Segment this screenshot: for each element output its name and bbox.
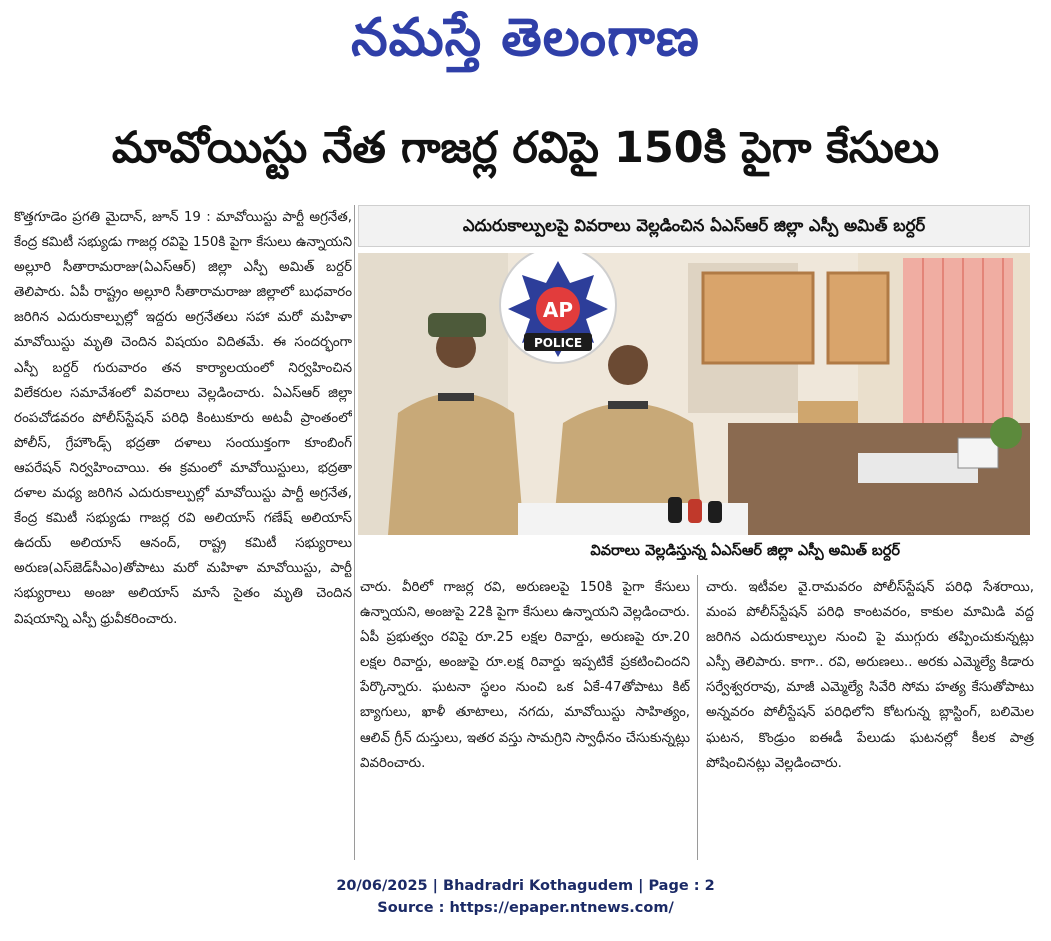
article-column-1: [14, 205, 352, 865]
headline: మావోయిస్టు నేత గాజర్ల రవిపై 150కి పైగా కేసులు: [111, 123, 940, 173]
press-conference-photo: [358, 253, 1030, 535]
article-column-3: [706, 575, 1034, 855]
footer-source-line: Source : https://epaper.ntnews.com/: [377, 900, 674, 916]
footer-date-line: 20/06/2025 | Bhadradri Kothagudem | Page : 2: [336, 878, 715, 894]
article-column-2: [360, 575, 690, 855]
emblem-word: POLICE: [533, 336, 583, 350]
photo-bottom-caption: వివరాలు వెల్లడిస్తున్న ఏఎస్ఆర్ జిల్లా ఎస్పీ అమిత్ బర్దర్: [590, 543, 900, 559]
article-text-col3: చారు. ఇటీవల వై.రామవరం పోలీస్‌స్టేషన్ పరిధి సేశరాయి, మంప పోలీస్‌స్టేషన్ పరిధి కాంటవరం, కాకుల మామిడి వద్ద జరిగిన ఎదురుకాల్పుల నుంచి పై ముగ్గురు తప్పించుకున్నట్లు ఎస్పీ తెలిపారు. కాగా.. రవి, అరుణలు.. అరకు ఎమ్మెల్యే కిడారు సర్వేశ్వరరావు, మాజీ ఎమ్మెల్యే సివేరి సోమ హత్య కేసుతోపాటు అన్నవరం పోలీస్టేషన్ పరిధిలోని కోటగున్న బ్లాస్టింగ్, బలిమెల ఘటన, కొండ్రుం ఐఈడీ పేలుడు ఘటనల్లో కీలక పాత్ర పోషించినట్లు వెల్లడించారు.: [706, 580, 1034, 771]
column-divider: [354, 205, 355, 860]
emblem-letters: AP: [542, 298, 574, 322]
photo-top-caption: ఎదురుకాల్పులపై వివరాలు వెల్లడించిన ఏఎస్ఆర్ జిల్లా ఎస్పీ అమిత్ బర్దర్: [358, 205, 1030, 247]
photo-illustration: [358, 253, 1030, 535]
article-text-col2: చారు. వీరిలో గాజర్ల రవి, అరుణలపై 150కి పైగా కేసులు ఉన్నాయని, అంజుపై 22కి పైగా కేసులు ఉన్నాయని వెల్లడించారు. ఏపీ ప్రభుత్వం రవిపై రూ.25 లక్షల రివార్డు, అరుణపై రూ.20 లక్షల రివార్డు, అంజుపై రూ.లక్ష రివార్డు ఇప్పటికే ప్రకటించిందని పేర్కొన్నారు. ఘటనా స్థలం నుంచి ఒక ఏకే-47తోపాటు కిట్ బ్యాగులు, ఖాళీ తూటాలు, నగదు, మావోయిస్టు సాహిత్యం, ఆలివ్ గ్రీన్ దుస్తులు, ఇతర వస్తు సామగ్రిని స్వాధీనం చేసుకున్నట్లు వివరించారు.: [360, 580, 690, 771]
column-divider: [697, 575, 698, 860]
article-text-col1: కొత్తగూడెం ప్రగతి మైదాన్, జూన్ 19 : మావోయిస్టు పార్టీ అగ్రనేత, కేంద్ర కమిటీ సభ్యుడు గాజర్ల రవిపై 150కి పైగా కేసులు ఉన్నాయని అల్లూరి సీతారామరాజు(ఏఎస్ఆర్) జిల్లా ఎస్పీ అమిత్ బర్దర్ తెలిపారు. ఏపీ రాష్ట్రం అల్లూరి సీతారామరాజు జిల్లాలో బుధవారం జరిగిన ఎదురుకాల్పుల్లో ఇద్దరు అగ్రనేతలు సహా మరో మహిళా మావోయిస్టు మృతి చెందిన విషయం విదితమే. ఈ సందర్భంగా ఎస్పీ బర్దర్ గురువారం తన కార్యాలయంలో నిర్వహించిన విలేకరుల సమావేశంలో వివరాలు వెల్లడించారు. ఏఎస్ఆర్ జిల్లా రంపచోడవరం పోలీస్‌స్టేషన్ పరిధి కింటుకూరు అటవీ ప్రాంతంలో పోలీస్, గ్రేహౌండ్స్ భద్రతా దళాలు సంయుక్తంగా కూంబింగ్ ఆపరేషన్ నిర్వహించాయి. ఈ క్రమంలో మావోయిస్టులు, భద్రతా దళాల మధ్య జరిగిన ఎదురుకాల్పుల్లో మావోయిస్టు పార్టీ అగ్రనేత, కేంద్ర కమిటీ సభ్యుడు గాజర్ల రవి అలియాస్ గణేష్ అలియాస్ ఉదయ్ అలియాస్ ఆనంద్, రాష్ట్ర కమిటీ సభ్యురాలు అరుణ(ఎస్‌జెడ్‌సీఎం)తోపాటు మరో మహిళా మావోయిస్టు, పార్టీ సభ్యురాలు అంజు అలియాస్ మాసే సైతం మృతి చెందిన విషయాన్ని ఎస్పీ ధ్రువీకరించారు.: [14, 210, 352, 627]
masthead-logo: నమస్తే తెలంగాణ: [351, 7, 700, 68]
